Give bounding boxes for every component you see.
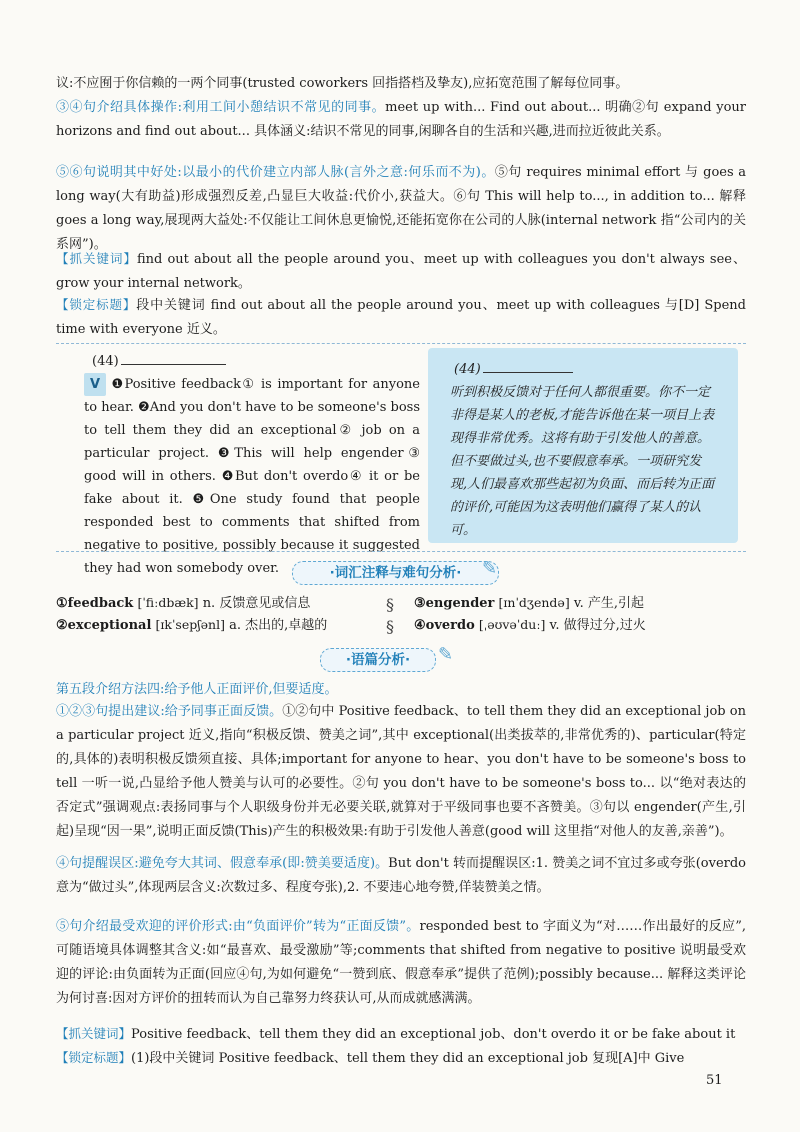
translation-text: 听到积极反馈对于任何人都很重要。你不一定非得是某人的老板,才能告诉他在某一项目上表现得非常优秀。这将有助于引发他人的善意。但不要做过头,也不要假意奉承。一项研究发现,人们最喜欢那些起初为负面、而后转为正面的评价,可能因为这表明他们赢得了某人的认可。 [450,385,715,538]
pen-icon: ✎ [438,644,454,665]
answer-blank-line [121,352,226,365]
translation-box [428,348,738,543]
translation-blank: (44) [454,358,573,381]
analysis-paragraph-2: ④句提醒误区:避免夸大其词、假意奉承(即:赞美要适度)。But don't 转而提醒误区:1. 赞美之词不宜过多或夸张(overdo 意为“做过头”,体现两层含义:次数过多、程度夸张),2. 不要违心地夸赞,佯装赞美之情。 [56,856,746,895]
lock-title-tag: 【锁定标题】 [56,297,137,312]
grab-keywords-tag: 【抓关键词】 [56,251,137,266]
paragraph-lock-title-top: 【锁定标题】段中关键词 find out about all the people around you、meet up with colleagues 与[D] Spend time with everyone 近义。 [56,297,746,337]
brace-separator: § § [386,595,394,636]
vocab-item: ②exceptional [ɪkˈsepʃənl] a. 杰出的,卓越的 [56,617,328,633]
lock-title-tag: 【锁定标题】 [56,1050,132,1065]
passage-text: ❶Positive feedback① is important for anyone to hear. ❷And you don't have to be someone's boss to tell them they did an exceptional② job on a particular project. ❸This will help engender③ good will in others. ❹But don't overdo④ it or be fake about it. ❺One study found that people responded best to comments that shifted from negative to positive, possibly because it suggested they had won somebody over. [84,377,420,576]
paragraph-badge: V [84,373,106,396]
passage-blank: (44) [92,350,420,373]
analysis-intro: 第五段介绍方法四:给予他人正面评价,但要适度。 [56,682,338,697]
highlight-suggestion: ①②③句提出建议:给予同事正面反馈。 [56,704,283,719]
paragraph-lock-title-bottom: 【锁定标题】(1)段中关键词 Positive feedback、tell them they did an exceptional job 复现[A]中 Give [56,1050,685,1066]
vocab-item: ④overdo [ˌəʊvəˈduː] v. 做得过分,过火 [414,617,646,633]
highlight-operation: ③④句介绍具体操作:利用工间小憩结识不常见的同事。 [56,100,386,115]
passage-text-wrap [84,373,420,580]
pen-icon: ✎ [482,558,498,579]
vocab-item: ①feedback [ˈfiːdbæk] n. 反馈意见或信息 [56,595,311,611]
divider [56,551,746,552]
highlight-benefit: ⑤⑥句说明其中好处:以最小的代价建立内部人脉(言外之意:何乐而不为)。 [56,165,495,180]
analysis-paragraph-1: ①②③句提出建议:给予同事正面反馈。①②句中 Positive feedback、to tell them they did an exceptional job on a particular project 近义,指向“积极反馈、赞美之词”,其中 exceptional(出类拔萃的,非常优秀的)、particular(特定的,具体的)表明积极反馈须直接、具体;important for anyone to hear、you don't have to be someone's boss to tell 一听一说,凸显给予他人赞美与认可的必要性。②句 you don't have to be someone's boss to... 以“绝对表达的否定式”强调观点:表扬同事与个人职级身份并无必要关联,就算对于平级同事也要不吝赞美。③句以 engender(产生,引起)呈现“因一果”,说明正面反馈(This)产生的积极效果:有助于引发他人善意(good will 这里指“对他人的友善,亲善”)。 [56,704,746,839]
paragraph-grab-keywords-bottom: 【抓关键词】Positive feedback、tell them they did an exceptional job、don't overdo it or be fake about it [56,1026,736,1042]
paragraph-grab-keywords-top: 【抓关键词】find out about all the people around you、meet up with colleagues you don't always see、grow your internal network。 [56,251,746,291]
paragraph-operation: ③④句介绍具体操作:利用工间小憩结识不常见的同事。meet up with... Find out about... 明确②句 expand your horizons and find out about... 具体涵义:结识不常见的同事,闲聊各自的生活和兴趣,进而拉近彼此关系。 [56,100,746,139]
highlight-warning: ④句提醒误区:避免夸大其词、假意奉承(即:赞美要适度)。 [56,856,389,871]
grab-keywords-tag: 【抓关键词】 [56,1026,132,1041]
vocab-section-title: ·词汇注释与难句分析· [292,561,499,585]
paragraph-benefit: ⑤⑥句说明其中好处:以最小的代价建立内部人脉(言外之意:何乐而不为)。⑤句 requires minimal effort 与 goes a long way(大有助益)形成强烈反差,凸显巨大收益:代价小,获益大。⑥句 This will help to..., in addition to... 解释 goes a long way,展现两大益处:不仅能让工间休息更愉悦,还能拓宽你在公司的人脉(internal network 指“公司内的关系网”)。 [56,165,747,252]
page-number: 51 [706,1073,723,1088]
analysis-section-title: ·语篇分析· [320,648,436,672]
analysis-paragraph-3: ⑤句介绍最受欢迎的评价形式:由“负面评价”转为“正面反馈”。responded best to 字面义为“对……作出最好的反应”,可随语境具体调整其含义:如“最喜欢、最受激励”等;comments that shifted from negative to positive 说明最受欢迎的评论:由负面转为正面(回应④句,为如何避免“一赞到底、假意奉承”提供了范例);possibly because... 解释这类评论为何讨喜:因对方评价的扭转而认为自己靠努力终获认可,从而成就感满满。 [56,919,746,1006]
highlight-best-form: ⑤句介绍最受欢迎的评价形式:由“负面评价”转为“正面反馈”。 [56,919,420,934]
vocab-item: ③engender [ɪnˈdʒendə] v. 产生,引起 [414,595,645,611]
passage-block [84,350,420,580]
paragraph-carryover: 议:不应囿于你信赖的一两个同事(trusted coworkers 回指搭档及挚友),应拓宽范围了解每位同事。 [56,76,629,91]
divider [56,343,746,344]
